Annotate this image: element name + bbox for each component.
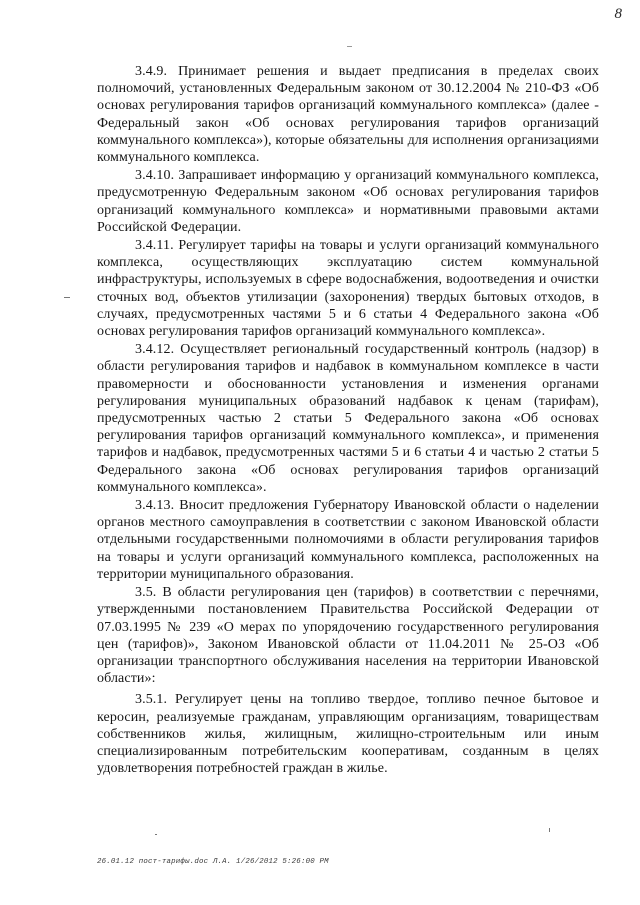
scan-speck bbox=[155, 834, 157, 835]
document-body bbox=[97, 63, 599, 778]
page-number: 8 bbox=[614, 6, 622, 22]
paragraph-3-4-10: 3.4.10. Запрашивает информацию у организаций коммунального комплекса, предусмотренную Федеральным законом «Об основах регулирования тарифов организаций коммунального комплекса» и нормативными правовыми актами Российской Федерации. bbox=[97, 168, 599, 235]
paragraph-3-4-11: 3.4.11. Регулирует тарифы на товары и услуги организаций коммунального комплекса, осуществляющих эксплуатацию систем коммунальной инфраструктуры, используемых в сфере водоснабжения, водоотведения и очистки сточных вод, объектов утилизации (захоронения) твердых бытовых отходов, в случаях, предусмотренных частями 5 и 6 статьи 4 Федерального закона «Об основах регулирования тарифов организаций коммунального комплекса». bbox=[97, 238, 599, 340]
scan-speck bbox=[64, 297, 70, 298]
paragraph-3-5-1: 3.5.1. Регулирует цены на топливо твердое, топливо печное бытовое и керосин, реализуемые гражданам, управляющим организациям, товариществам собственников жилья, жилищным, жилищно-строительным или иным специализированным потребительским кооперативам, созданным в целях удовлетворения потребностей граждан в жилье. bbox=[97, 692, 599, 777]
paragraph-3-4-9: 3.4.9. Принимает решения и выдает предписания в пределах своих полномочий, установленных Федеральным законом от 30.12.2004 № 210-ФЗ «Об основах регулирования тарифов организаций коммунального комплекса» (далее - Федеральный закон «Об основах регулирования тарифов организаций коммунального комплекса»), которые обязательны для исполнения организациями коммунального комплекса. bbox=[97, 64, 599, 166]
paragraph-3-4-12: 3.4.12. Осуществляет региональный государственный контроль (надзор) в области регулирования тарифов и надбавок в коммунальном комплексе в части правомерности и обоснованности установления и изменения органами регулирования муниципальных образований надбавок к ценам (тарифам), предусмотренных частью 2 статьи 5 Федерального закона «Об основах регулирования тарифов организаций коммунального комплекса», и применения тарифов и надбавок, предусмотренных частями 5 и 6 статьи 4 и частью 2 статьи 5 Федерального закона «Об основах регулирования тарифов организаций коммунального комплекса». bbox=[97, 342, 599, 495]
scan-speck bbox=[549, 828, 550, 832]
paragraph-3-5: 3.5. В области регулирования цен (тарифов) в соответствии с перечнями, утвержденными постановлением Правительства Российской Федерации от 07.03.1995 № 239 «О мерах по упорядочению государственного регулирования цен (тарифов)», Законом Ивановской области от 11.04.2011 № 25-ОЗ «Об организации транспортного обслуживания населения на территории Ивановской области»: bbox=[97, 585, 599, 687]
scan-speck bbox=[347, 46, 352, 47]
document-footer: 26.01.12 пост-тарифы.doc Л.А. 1/26/2012 5:26:00 PM bbox=[97, 858, 329, 866]
paragraph-3-4-13: 3.4.13. Вносит предложения Губернатору Ивановской области о наделении органов местного самоуправления в соответствии с законом Ивановской области отдельными государственными полномочиями в области регулирования тарифов на товары и услуги организаций коммунального комплекса, расположенных на территории муниципального образования. bbox=[97, 498, 599, 582]
